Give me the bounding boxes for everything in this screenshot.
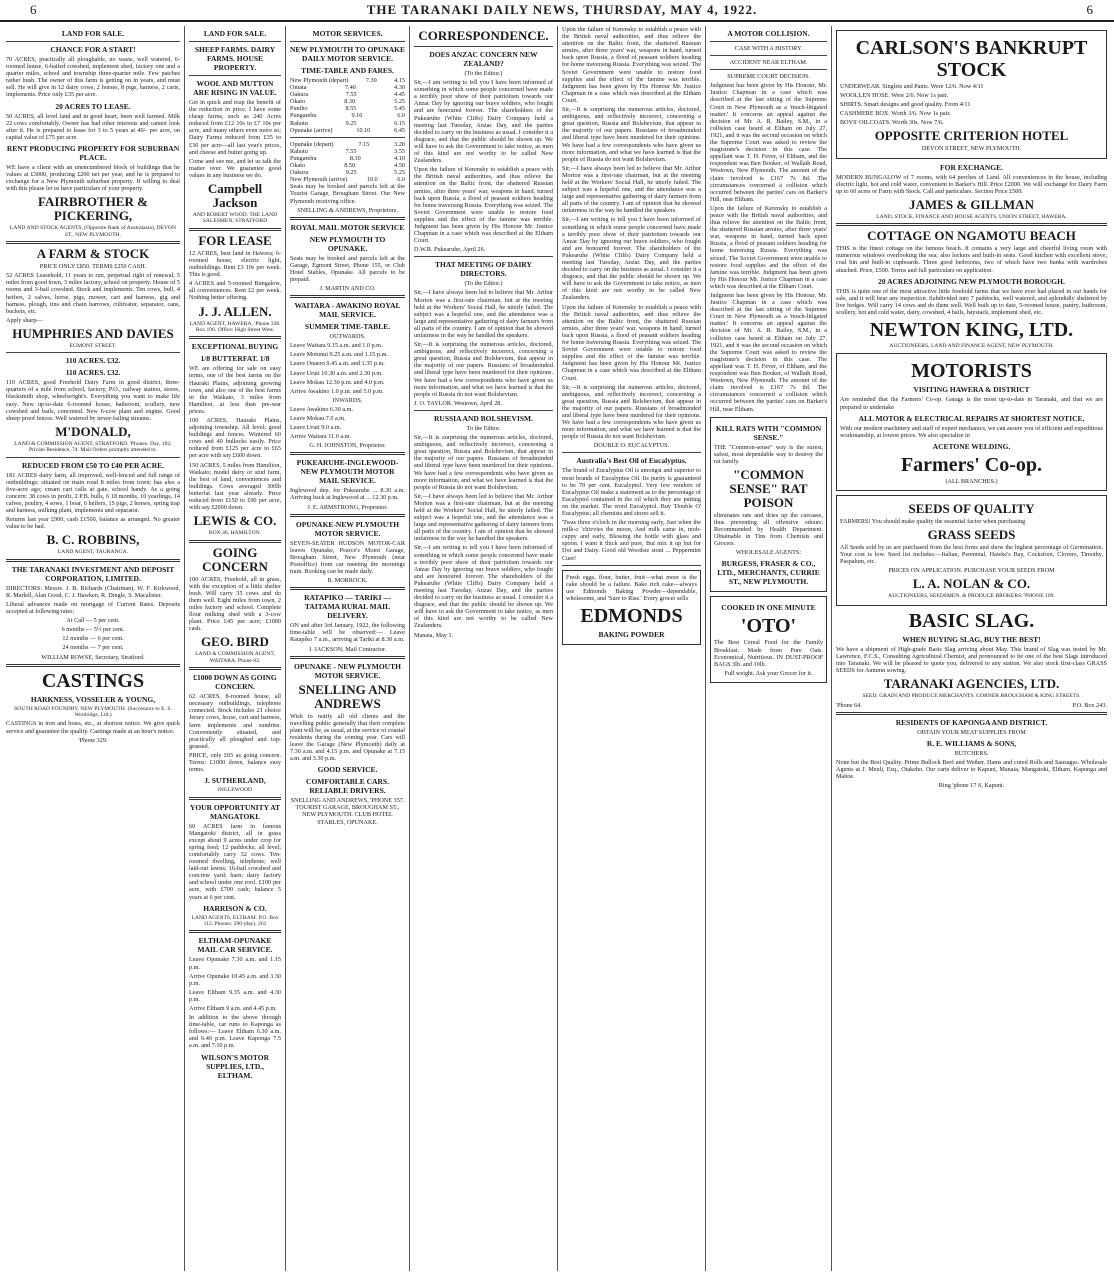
column-correspondence-cont (557, 26, 705, 1271)
timetable-time: 10.0 (366, 176, 378, 184)
article-title: Australia's Best Oil of Eucalyptus. (576, 456, 687, 466)
service-note: ON and after 3rd January, 1922, the following time-table will be observed:— Leave Ratapiko 7 a.m., arriving at Tariki at 8.30 a.m. (290, 622, 405, 644)
ad-title: FOR EXCHANGE. (940, 162, 1003, 172)
ad-body: THIS is quite one of the most attractive little freehold farms that we have ever had placed in our hands for sale, and it will bear any inspection. Subdivided into 7 paddocks, well watered, and splendidly sheltered by live hedges. Will carry 14 cows and do them well. Well built up to date, 5-roomed house, pantry, bathroom, scullery, hot and cold water, dairy, cowshed, 4 bails, haystack, implement shed, etc. (836, 287, 1107, 316)
ad-footer: WILSON'S MOTOR SUPPLIES, LTD., ELTHAM. (200, 1052, 269, 1080)
timetable-row (290, 91, 405, 98)
ad-subtitle: VISITING HAWERA & DISTRICT (913, 385, 1030, 395)
ad-firm: JAMES & GILLMAN (909, 196, 1034, 212)
timetable-time: 6.45 (394, 126, 405, 134)
timetable-time: 5.25 (394, 98, 405, 106)
ad-agents: WHOLESALE AGENTS: (735, 549, 802, 557)
letter-title: DOES ANZAC CONCERN NEW ZEALAND? (429, 50, 538, 68)
service-subtitle: SUMMER TIME-TABLE. (304, 322, 391, 332)
timetable-row: Leave Opunake 7.30 a.m. and 1.15 p.m. (189, 956, 281, 971)
ad-title: RENT PRODUCING PROPERTY FOR SUBURBAN PLACE. (6, 143, 180, 162)
service-note: Seats may be booked and parcels left at the Tourist Garage, Brougham Street. Our New Plymouth receiving office. (290, 183, 405, 205)
agent-address: EGMONT STREET. (69, 342, 117, 349)
timetable-time: 4.45 (394, 91, 405, 99)
ad-body: Fresh eggs, flour, butter, fruit—what more is the cake should be a failure. Bake rich cake—always use Edmonds Baking Powder—dependable, wholesome, and 'Sure to Rise.' Every grocer sells (566, 573, 697, 602)
timetable-time: 8.30 (344, 98, 356, 106)
ad-title: ELTHAM-OPUNAKE MAIL CAR SERVICE. (197, 936, 273, 955)
article-body: Sir,—It is surprising the numerous articles, doctored, ambiguous, and reflectively incorrect, concerning a great question, Russia and Bolshevism, that appear in the majority of our papers. Russians of broadminded and liberal type have been murdered for their opinions. We have had a few correspondents who have given us more information, and what we have learned is that the people of Russia do not want Bolshevism. (562, 383, 701, 441)
masthead-title: THE TARANAKI DAILY NEWS, THURSDAY, MAY 4, 1922. (366, 2, 758, 17)
timetable-time: 6.0 (397, 176, 405, 184)
column-header: LAND FOR SALE. (61, 29, 125, 38)
ad-box: P.O. Box 243. (1072, 701, 1107, 709)
ad-body: 110 ACRES, good Freehold Dairy Farm in good district, three-quarters of a mile from school, factory, P.O., railway station, stores, blacksmith shop, wheelwright's. Everything you want to make life easy. New up-to-date 6-roomed house, bathroom, scullery, new cowshed and bails, concreted. New 6-cow plant and engine. Good sheep proof fences. Well watered by never-failing streams. (6, 379, 180, 422)
article-body: Sir,—I am writing to tell you I have been informed of something in which some people concerned have made a terribly poor show of their patriotism towards our Anzac Day by ignoring our brave soldiers, who fought and are honoured forever. The shareholders of the Pukearuhe (White Cliffs) Dairy Company held a meeting last Tuesday, Anzac Day, and the parties decided to carry on the business as usual. I consider it a disgrace, and that the public should be shown up. We will have to ask the Government to take notice, as men of this kind are not worthy to be called New Zealanders. (562, 216, 701, 302)
letter-title: THAT MEETING OF DAIRY DIRECTORS. (435, 260, 532, 279)
ad-prices: PRICES ON APPLICATION. PURCHASE YOUR SEEDS FROM (888, 567, 1055, 575)
ad-subtitle: WHEN BUYING SLAG, BUY THE BEST! (902, 634, 1041, 644)
ad-branches: (ALL BRANCHES.) (945, 477, 998, 485)
timetable-time: 9.25 (345, 119, 357, 127)
ad-body: Liberal advances made on mortgage of Current Rates. Deposits accepted at following rates: (6, 601, 180, 616)
agent-address: LAND AGENT, TAURANGA. (57, 549, 129, 556)
ad-price: PRICE, only £65 as going concern. Terms: £1000 down, balance easy terms. (189, 751, 281, 774)
article-body: The brand of Eucalyptus Oil is amongst and superior to most brands of Eucalyptus Oil. Its purity is guaranteed to be 70 per cent. Eucalyptol. Very few vendors of Eucalyptus Oil make a statement as to the percentage of Eucalyptol contained in the oil which they are putting on the market. The word Eucalyptol. Buy 'Double O' Eucalyptus; all chemists and stores sell it. (562, 467, 701, 517)
column-display-ads (831, 26, 1111, 1271)
timetable-time: 7.55 (345, 147, 357, 155)
letter-sign: Manaia, May 1. (414, 631, 454, 639)
ad-firm: Farmers' Co-op. (900, 453, 1043, 476)
ad-body: 12 ACRES, best land in Hawera; 6-roomed house, electric light, outbuildings. Rent £3 10s per week. This is good. (189, 249, 281, 279)
letter-to: To the Editor. (466, 424, 501, 432)
kill-rats-ad (710, 417, 827, 593)
column-motor-services (285, 26, 409, 1271)
timetable-time: 8.50 (344, 162, 356, 170)
column-header: MOTOR SERVICES. (312, 29, 383, 38)
timetable-row (290, 105, 405, 112)
ad-address: LAND, STOCK, FINANCE AND HOUSE AGENTS, UNION STREET, HAWERA. (876, 213, 1067, 220)
rate-line: 24 months — 7 per cent. (62, 644, 124, 652)
service-title: OPUNAKE-NEW PLYMOUTH MOTOR SERVICE. (295, 519, 400, 538)
ad-body: 150 ACRES, 5 miles from Hamilton, Waikato; model dairy or stud farm, the best of land, conveniences and buildings. Cows averaged 300lb butterfat last year already. Price reduced from £150 to £90 per acre, with say £2000 down. (189, 461, 281, 512)
rate-line: 6 months — 5½ per cent. (61, 626, 125, 634)
rate-line: 12 months — 6 per cent. (62, 635, 124, 643)
timetable-row: Leave Onaero 9.45 a.m. and 1.35 p.m. (290, 360, 385, 368)
seeds-ad (836, 495, 1107, 606)
ad-body: We have a shipment of High-grade Basic Slag arriving about May. This brand of Slag was tested by Mr. Lawrence, F.C.S., Consulting Agricultural Chemist, and pronounced to be one of the best Slags introduced into Taranaki. We will be pleased to quote you, delivered to any station. We also stock first-class GRASS SEEDS for Autumn sowing. (836, 645, 1107, 675)
timetable-stop: Rahotu (290, 119, 308, 127)
article-body: Sir,—I have always been led to believe that Mr. Arthur Morton was a first-rate chairman, but at the meeting held at the Workers' Social Hall, he utterly failed. The subject was a hopeful one, and the attendance was a large and representative gathering of dairy farmers from all parts of the country. I am of opinion that he showed unfairness in the way he handled the speakers. (562, 164, 701, 215)
ad-title: COTTAGE ON NGAMOTU BEACH (867, 228, 1076, 244)
timetable-stop: New Plymouth (depart) (290, 77, 349, 84)
timetable-time: 8.55 (345, 105, 357, 113)
ad-body: DIRECTORS: Messrs. J. B. Richards (Chairman), W. F. Kirkwood, R. Marlell, Alan Good, C. J. Hawken, R. Dingle, S. Macalister. (6, 584, 180, 599)
timetable-row: Arrive Awakino 1.0 p.m. and 5.0 p.m. (290, 387, 384, 395)
timetable-time: 4.15 (394, 77, 405, 84)
timetable-time: 9.10 (351, 112, 363, 120)
ad-title: KILL RATS WITH "COMMON SENSE." (715, 423, 822, 442)
timetable-row (290, 112, 405, 119)
edmonds-logo: EDMONDS (580, 605, 683, 628)
agent-name: J. J. ALLEN. (198, 303, 272, 319)
timetable-row (290, 84, 405, 91)
page-number: 6 (30, 2, 38, 17)
ad-terms: Returns last year £900, cash £1500, balance as arranged. No greater value to be had. (6, 516, 180, 531)
ad-body: 4 ACRES and 5-roomed Bungalow, all conveniences. Rent £2 per week. Nothing better offering. (189, 280, 281, 302)
agent-address: LAND AGENTS, ELTHAM. P.O. Box 112. Phones: 290 (day), 261 (191, 914, 279, 928)
agent-name: Campbell Jackson (207, 181, 263, 211)
ad-address: AUCTIONEERS, LAND AND FINANCE AGENT, NEW PLYMOUTH. (889, 343, 1054, 349)
poem: 'Twas three o'clock in the morning early, Just when the milk-o 'chivvies the moon, And milk came in, mob-cappy and early, Blessing the bottle with glass and spoon. I want it thick and pure, But mix it up but for Dot and Dairy. Good old Woodsie stout ... Peppermint Cure! (562, 519, 701, 562)
ad-title: FOR LEASE (198, 232, 272, 248)
timetable-row: Leave Waitara 9.15 a.m. and 1.0 p.m. (290, 342, 383, 350)
agent-address: LAND AND STOCK AGENTS, (Opposite Bank of Australasia), DEVON ST., NEW PLYMOUTH. (9, 225, 177, 238)
column-header: LAND FOR SALE. (203, 29, 267, 38)
ad-trade: BUTCHERS. (954, 749, 989, 757)
ad-address: SEED, GRAIN AND PRODUCE MERCHANTS. CORNER BROUGHAM & KING STREETS. (862, 693, 1081, 700)
timetable-time: 6.0 (397, 112, 405, 120)
masthead (0, 0, 1114, 22)
ad-line: 110 ACRES. £32. (65, 368, 121, 378)
agent-address: BOX 46, HAMILTON. (208, 530, 262, 537)
timetable-row: Leave Uruti 9.0 a.m. (290, 424, 342, 432)
timetable-row (290, 148, 405, 155)
service-footer: SNELLING AND ANDREWS, 'PHONE 357. TOURIST GARAGE, BROUGHAM ST., NEW PLYMOUTH. CLUB HOTEL STABLES, OPUNAKE. (290, 797, 405, 826)
article-title: A MOTOR COLLISION. (727, 29, 810, 38)
ad-title: THE TARANAKI INVESTMENT AND DEPOSIT CORPORATION, LIMITED. (11, 564, 175, 583)
ad-sign: WILLIAM ROWSE, Secretary, Stratford. (41, 653, 145, 661)
ad-item: WOOLLEN HOSE. Were 2/6. Now 1s pair. (840, 92, 949, 100)
timetable-row (290, 162, 405, 169)
ad-firm: BURGESS, FRASER & CO., LTD., MERCHANTS, CURRIE ST., NEW PLYMOUTH. (717, 559, 820, 587)
carlson-ad (836, 30, 1107, 159)
service-note: SEVEN-SEATER HUDSON MOTOR-CAR leaves Opunake, Pearce's Motor Garage, Brougham Street, New Plymouth (near Postoffice) from car meeting the mornings train. Booking can be made daily. (290, 539, 405, 576)
service-title: OPUNAKE - NEW PLYMOUTH MOTOR SERVICE. (294, 661, 401, 680)
article-body: Upon the failure of Kerensky to establish a peace with the British naval authorities, and thus relieve the attention on the Baltic front, the shattered Russian armies, after three years' war, weapons in hand, turned back upon Russia, a flood of peasant soldiers heading for home traversing Russia. Everything was seized. The Soviet Government were unable to restore food supplies and the effect of the famine was terrible. Judgment has been given by His Honour Mr. Justice Chapman in a case which was described at the Eltham Court. (562, 303, 701, 382)
timetable-row: Leave Uruti 10.30 a.m. and 2.30 p.m. (290, 369, 383, 377)
timetable-time: 6.15 (394, 119, 405, 127)
timetable-row: Arrive Opunake 10.45 a.m. and 3.30 p.m. (189, 972, 281, 987)
ad-body: 100 ACRES, Freehold, all in grass, with the exception of a little shelter bush. Will carry 35 cows and do them well. Eight miles from town, 2 miles factory and school. Complete flour milking shed with a 3-cow plant. Price £45 per acre; £1000 cash. (189, 575, 281, 633)
ad-title: EXCEPTIONAL BUYING (191, 342, 279, 352)
service-direction: INWARDS. (332, 396, 363, 404)
ad-body: In addition to the above through time-table, car runs to Kaponga as follows:— Leave Eltham 6.30 a.m. and 6.40 p.m. Leave Kaponga 7.5 a.m. and 7.10 p.m. (189, 1014, 281, 1050)
column-land-for-sale-2 (184, 26, 285, 1271)
ad-body: 62 ACRES, 8-roomed house, all necessary outbuildings, telephone connected. Stock includes 21 choice Jersey cows, horse, cart and harness, farm implements and sundries. Conveniently situated, and practically all ploughed and top-grassed. (189, 693, 281, 750)
ad-highlight: ALL MOTOR & ELECTRICAL REPAIRS AT SHORTEST NOTICE. (858, 413, 1085, 423)
article-subhead: CASE WITH A HISTORY. (734, 45, 803, 52)
article-body: Upon the failure of Kerensky to establish a peace with the British naval authorities, and thus relieve the attention on the Baltic front, the shattered Russian armies, after three years' war, weapons in hand, turned back upon Russia, a flood of peasant soldiers heading for home traversing Russia. Everything was seized. The Soviet Government were unable to restore food supplies and the effect of the famine was terrible. Judgment has been given by His Honour Mr. Justice Chapman in a case which was described at the Eltham Court. (562, 26, 701, 104)
agent-name: B. C. ROBBINS, (46, 532, 140, 548)
ad-line: 110 ACRES. £32. (65, 356, 121, 366)
ad-address: SOUTH ROAD FOUNDRY, NEW PLYMOUTH. (Successors to E. S. Woolridge, Ltd.) (14, 705, 172, 719)
ad-firm: R. E. WILLIAMS & SONS, (926, 738, 1017, 748)
timetable-row: Leave Awakino 6.30 a.m. (290, 405, 354, 413)
ad-logo: "COMMON SENSE" RAT POISON (729, 466, 808, 510)
timetable-time: 4.30 (394, 84, 405, 92)
timetable-time: 10.10 (356, 126, 371, 134)
column-motor-collision (705, 26, 831, 1271)
timetable-time: 3.55 (394, 147, 405, 155)
letter-sign: D.W.R. Pukearuhe, April 26. (414, 246, 486, 254)
ad-title: WOOL AND MUTTON ARE RISING IN VALUE. (193, 79, 277, 97)
service-note: Inglewood dep. for Pukearuhe ... 8.30 a.m. Arriving back at Inglewood at ... 12.30 p.m. (290, 487, 405, 502)
timetable-time: 4.10 (394, 154, 405, 162)
service-title: NEW PLYMOUTH TO OPUNAKE DAILY MOTOR SERVICE. (290, 45, 405, 63)
ad-phone: Ring 'phone 17 S, Kapuni. (938, 782, 1005, 790)
agent-name: M'DONALD, (55, 423, 131, 439)
article-body: Judgment has been given by His Honour, Mr. Justice Chapman in a case which was described at the last sitting of the Supreme Court in New Plymouth as a 'much-litigated matter.' It concerns an appeal against the decision of Mr. A. R. Bailey, S.M., in a collision case heard at Eltham on July 27, 1921, and it was the second occasion on which the Supreme Court was asked to review the magistrate's decision in this case. The appellant was T. H. Fever, of Eltham, and the respondent was Ben Booker, of Wallath Road, Westown, New Plymouth. The amount of the claim involved is £167 7s 8d. The circumstances concerned a collision which occurred between the parties' cars on Barker's Hill, near Eltham. (710, 292, 827, 413)
ad-title: MOTORISTS (911, 360, 1032, 383)
ad-location: OPPOSITE CRITERION HOTEL (874, 128, 1069, 144)
ad-title: 20 ACRES TO LEASE. (55, 101, 131, 111)
timetable-stop: Okato (290, 162, 306, 170)
ad-title: REDUCED FROM £50 TO £40 PER ACRE. (21, 460, 165, 470)
ad-body: 181 ACRES dairy farm, all improved, well-fenced and full range of outbuildings; situated on main road 8 miles from town; has also a five-acre ago; cream cart calls at gate, school handy. As a going concern: 38 cows in profit, 2 P.B. bulls, 6 18 months, 10 yearlings, 14 calves, poultry, 4 sows, 1 boar, 6 heifers, 15 pigs, 2 horses, spring trap and harness, milking plant, implements and separator. (6, 471, 180, 515)
ad-body: 60 ACRES farm in famous Mangatoki district, all in grass except about 9 acres under crop for spring feed; 12 paddocks; all level; comfortably carry 32 cows. Ten-roomed dwelling, telephone; well laid-out lawns; 16-bail cowshed and concrete yard; barn; dairy factory and school under one roof. £100 per acre, with £700 cash; balance 5 years at 6 per cent. (189, 822, 281, 901)
article-sign: DOUBLE O. EUCALYPTUS. (593, 442, 670, 450)
timetable-stop: Oakura (290, 169, 309, 177)
agent-name: HARRISON & CO. (203, 903, 267, 913)
ad-title: A FARM & STOCK (36, 246, 150, 262)
agent-name: GEO. BIRD (201, 634, 269, 650)
timetable-stop: Pungarehu (290, 154, 317, 162)
service-title: RATAPIKO — TARIKI — TAITAMA RURAL MAIL DELIVERY. (304, 593, 391, 621)
ad-body: WE are offering for sale on easy terms, one of the best farms on the Hauraki Plains, adjoining growing town, and also one of the best farms in the Waikato, 3 miles from Hamilton, at less than pre-war prices. (189, 365, 281, 415)
ad-item: CASHMERE BOX. Worth 3/6. Now 1s pair. (840, 110, 951, 118)
letter-body: Sir,—I have always been led to believe that Mr. Arthur Morton was a first-rate chairman, but at the meeting held at the Workers' Social Hall, he utterly failed. The subject was a hopeful one, and the attendance was a large and representative gathering of dairy farmers from all parts of the country. I am of opinion that he showed unfairness in the way he handled the speakers. (414, 289, 553, 339)
ad-address: AUCTIONEERS, SEEDSMEN, & PRODUCE BROKERS. 'PHONE 109. (888, 593, 1055, 600)
service-tag: COMFORTABLE CARS. RELIABLE DRIVERS. (306, 777, 389, 796)
service-subtitle: NEW PLYMOUTH TO OPUNAKE. (309, 234, 386, 253)
ad-firm: TARANAKI AGENCIES, LTD. (883, 676, 1060, 692)
ad-title: CHANCE FOR A START! (50, 45, 136, 54)
ad-address: DEVON STREET, NEW PLYMOUTH. (921, 145, 1022, 153)
timetable-time: 4.50 (394, 162, 405, 170)
timetable-time: 8.10 (349, 154, 361, 162)
service-title: PUKEARUHE-INGLEWOOD-NEW PLYMOUTH MOTOR MAIL SERVICE. (296, 458, 399, 486)
article-body: Sir,—It is surprising the numerous articles, doctored, ambiguous, and reflectively incorrect, concerning a great question, Russia and Bolshevism, that appear in the majority of our papers. Russians of broadminded and liberal type have been murdered for their opinions. We have had a few correspondents who have given us more information, and what we have learned is that the people of Russia do not want Bolshevism. (562, 106, 701, 163)
service-title: ROYAL MAIL MOTOR SERVICE (290, 222, 405, 232)
ad-title: £1000 DOWN AS GOING CONCERN. (193, 673, 277, 692)
oto-logo: 'OTO' (740, 615, 797, 638)
ad-subtitle: OBTAIN YOUR MEAT SUPPLIES FROM (917, 728, 1026, 736)
ad-footer: Full weight. Ask your Grocer for it. (724, 669, 813, 677)
service-note: Seats may be booked and parcels left at the Garage, Egmont Street, Phone 155, or Club Hotel Stables, Opunake. All parcels to be prepaid. (290, 254, 405, 283)
letter-body: Sir,—I am writing to tell you I have been informed of something in which some people concerned have made a terribly poor show of their patriotism towards our Anzac Day by ignoring our brave soldiers, who fought and are honoured forever. The shareholders of the Pukearuhe (White Cliffs) Dairy Company held a meeting last Tuesday, Anzac Day, and the parties decided to carry on the business as usual. I consider it a disgrace, and that the public should be shown up. We will have to ask the Government to take notice, as men of this kind are not worthy to be called New Zealanders. (414, 79, 553, 165)
letter-body: Sir,—It is surprising the numerous articles, doctored, ambiguous, and reflectively incorrect, concerning a great question, Russia and Bolshevism, that appear in the majority of our papers. Russians of broadminded and liberal type have been murdered for their opinions. We have had a few correspondents who have given us more information, and what we have learned is that the people of Russia do not want Bolshevism. (414, 341, 553, 398)
timetable-stop: Okato (290, 98, 306, 106)
ad-body: FARMERS! You should make quality the essential factor when purchasing (840, 517, 1026, 525)
letter-sign: J. O. TAYLOR. Westown, April 28. (414, 399, 502, 407)
timetable-row (290, 141, 405, 148)
ad-title: GOING CONCERN (202, 544, 268, 574)
ad-body: 70 ACRES, practically all ploughable, no waste, well watered, 6-roomed house, 6-bailed cowshed, implement shed, factory one and a quarter miles, school and township three-quarter mile. Few patches rather bush. The owner of this farm is getting on in years, and must sell. He will give in 12 dairy cows, 2 horses, 8 pigs, harness, 2 carts, implements. Price only £35 per acre. (6, 56, 180, 99)
service-firm: SNELLING AND ANDREWS (298, 681, 397, 711)
timetable-time: 7.15 (358, 140, 370, 148)
ad-subtitle: 1/8 BUTTERFAT. 1/8 (200, 354, 270, 364)
ad-subtitle: GRASS SEEDS (927, 526, 1016, 542)
article-body: Judgment has been given by His Honour, Mr. Justice Chapman in a case which was described at the last sitting of the Supreme Court in New Plymouth as a 'much-litigated matter.' It concerns an appeal against the decision of Mr. A. R. Bailey, S.M., in a collision case heard at Eltham on July 27, 1921, and it was the second occasion on which the Supreme Court was asked to review the magistrate's decision in this case. The appellant was T. H. Fever, of Eltham, and the respondent was Ben Booker, of Wallath Road, Westown, New Plymouth. The amount of the claim involved is £167 7s 8d. The circumstances concerned a collision which occurred between the parties' cars on Barker's Hill, near Eltham. (710, 82, 827, 203)
ad-body: None but the Best Quality. Prime Bullock Beef and Wether. Hams and cured Rolls and Sausages. Wholesale Agents at J. Meuli, Esq., Otakeho. Our carts deliver to Kapuni, Manaia, Mangatoki, Eltham, Kaponga and Mahoe. (836, 758, 1107, 780)
ad-body: 52 ACRES Leasehold, 11 years to run, perpetual right of renewal, 5 miles from good town, 3 miles factory, school on property. House of 5 rooms and 3-bail cowshed. Stock and implements. Ten cows, bull, 4 heifers, 2 calves, horse, pigs, mower, cart and harness, gig and harness, plough, tins and chain harrows, cultivator, separator, cans, buckets, etc. (6, 272, 180, 315)
ad-title: SEEDS OF QUALITY (908, 500, 1035, 516)
timetable (290, 77, 405, 134)
ad-item: BOYS' OILCOATS. Worth 30s. Now 7/6. (840, 119, 944, 127)
ad-item: SHIRTS. Smart designs and good quality. From 4/11 (840, 101, 971, 109)
ad-body: THIS is the finest cottage on the famous beach. It contains a very large and cheerful living room with numerous windows overlooking the sea; also lockers and built-in seats. Good kitchen with excellent stove, coal bin and built-in cupboards. Three good bedrooms, two of which have two bunks with wardrobes attached. Price, £500. Terms and full particulars on application. (836, 245, 1107, 274)
agent-address: AND ROBERT WOOD. THE LAND SALESMEN, STRATFORD (192, 212, 278, 225)
timetable-stop: Puniho (290, 105, 308, 113)
page-number-right: 6 (1086, 2, 1094, 17)
service-proprietor: SNELLING & ANDREWS, Proprietors. (297, 206, 398, 214)
agent-name: FAIRBROTHER & PICKERING, (38, 194, 148, 224)
agent-name: LEWIS & CO. (193, 513, 277, 529)
ad-firm: HARKNESS, VOSSELER & YOUNG, (30, 694, 156, 704)
ad-firm: NEWTON KING, LTD. (869, 319, 1074, 341)
timetable-return (290, 141, 405, 184)
service-subtitle: TIME-TABLE AND FARES. (301, 66, 394, 75)
timetable-row (290, 98, 405, 105)
timetable-stop: Opunake (depart) (290, 140, 334, 148)
timetable-row (290, 176, 405, 183)
ad-body: MODERN BUNGALOW of 7 rooms, with 64 perches of Land. All conveniences in the house, including electric light, hot and cold water, convenient to Barker's Hill. Price £2000. We will exchange for Dairy Farm up to 60 acres or Farm with Stock. Call and particulars. Section Price £500. (836, 173, 1107, 195)
ad-body: With our modern machinery and staff of expert mechanics, we can assure you of efficient and expeditious workmanship, at lowest prices. We also specialise in (840, 424, 1103, 439)
ad-body: All Seeds sold by us are purchased from the best firms and show the highest percentage of Germination. Your cost is low. Seed list includes:—Italian, Perennial, Hawke's Bay, Cocksfoot, Clovers, Timothy, Paspalum, etc. (840, 543, 1103, 566)
service-proprietor: J. JACKSON, Mail Contractor. (308, 645, 387, 653)
timetable-row: Leave Mokau 7.0 a.m. (290, 415, 346, 422)
service-proprietor: B. MORROCK. (327, 577, 368, 585)
timetable-stop: New Plymouth (arrive) (290, 176, 348, 184)
timetable-row (290, 127, 405, 134)
ad-body: The Best Cereal Food for the Family Breakfast. Made from Pure Oats. Economical, Nutritious. IN DUST-PROOF BAGS 3lb. and 10lb. (714, 639, 823, 668)
timetable-row: Leave Mokau 12.30 p.m. and 4.0 p.m. (290, 378, 385, 386)
agent-address: INGLEWOOD (217, 787, 253, 794)
timetable-time: 3.20 (394, 140, 405, 148)
ad-price: PRICE ONLY £850. TERMS £250 CASH. (39, 263, 147, 271)
ad-firm: L. A. NOLAN & CO. (912, 576, 1031, 592)
service-proprietor: J. MARTIN AND CO. (319, 285, 376, 293)
ad-title: 20 ACRES ADJOINING NEW PLYMOUTH BOROUGH. (878, 276, 1065, 286)
timetable-row (290, 155, 405, 162)
ad-body: 50 ACRES, all level land and in good heart, been well farmed. Milk 22 cows comfortably. Owner has had other interests and cannot look after it. He is prepared to lease for 3 to 5 years at 40/- per acre, on capital value of £75 per acre. (6, 112, 180, 141)
agent-address: LAND AGENT, HAWERA. 'Phone 338. Box 196. Office: High Street West. (189, 320, 281, 333)
ad-body: WE have a client with an unencumbered block of buildings that he values at £3000, producing £200 net per year, and he is prepared to exchange for a New Plymouth suburban property. If willing to deal with this please let us have particulars of your property. (6, 163, 180, 193)
edmonds-tagline: BAKING POWDER (598, 630, 665, 640)
ad-cooked: COOKED IN ONE MINUTE (721, 603, 816, 613)
letter-body: Sir,—I have always been led to believe that Mr. Arthur Morton was a first-rate chairman, but at the meeting held at the Workers' Social Hall, he utterly failed. The subject was a hopeful one, and the attendance was a large and representative gathering of dairy farmers from all parts of the country. I am of opinion that he showed unfairness in the way he handled the speakers. (414, 492, 553, 543)
letter-body: Sir,—I am writing to tell you I have been informed of something in which some people concerned have made a terribly poor show of their patriotism towards our Anzac Day by ignoring our brave soldiers, who fought and are honoured forever. The shareholders of the Pukearuhe (White Cliffs) Dairy Company held a meeting last Tuesday, Anzac Day, and the parties decided to carry on the business as usual. I consider it a disgrace, and that the public should be shown up. We will have to ask the Government to take notice, as men of this kind are not worthy to be called New Zealanders. (414, 544, 553, 630)
timetable-time: 7.30 (365, 77, 377, 84)
ad-body: Come and see me, and let us talk the matter over. We guarantee good values in any business we do. (189, 157, 281, 179)
ad-body: CASTINGS in iron and brass, etc., at shortest notice. We give quick service and guarantee the quality. Castings made at an hour's notice. (6, 720, 180, 735)
ad-item: UNDERWEAR. Singlets and Pants. Were 12/6. Now 4/11 (840, 83, 984, 90)
ad-body: Get in quick and reap the benefit of the reduction in price. I have some cheap farms, such as 240 Acres reduced from £12 10s to £7 10s per acre, and many others even more so; Dairy Farms reduced from £35 to £30 per acre—all last year's prices, and cheese and butter going up. (189, 99, 281, 156)
letter-to: (To the Editor.) (464, 280, 503, 288)
timetable-time: 7.40 (344, 84, 356, 92)
ad-body: 100 ACRES, Hauraki Plains, adjoining township. All level; good buildings and fences. Wintered 60 cows and 40 bullocks easily. Price reduced from £125 per acre to £65 per acre with say £600 down. (189, 416, 281, 460)
timetable-row (290, 120, 405, 127)
service-proprietor: J. E. ARMSTRONG, Proprietor. (307, 503, 388, 511)
timetable-row: Arrive Eltham 9 a.m. and 4.45 p.m. (189, 1005, 277, 1012)
ad-title: YOUR OPPORTUNITY AT MANGATOKI. (189, 802, 281, 821)
edmonds-ad (562, 570, 701, 645)
letter-to: (To the Editor.) (464, 70, 503, 77)
agent-name: HUMPHRIES AND DAVIES (12, 325, 174, 341)
article-subhead: SUPREME COURT DECISION. (727, 73, 810, 81)
column-land-for-sale-1 (2, 26, 184, 1271)
timetable-time: 5.25 (394, 169, 405, 177)
ad-body: eliminates rats and dries up the carcases, thus preventing all offensive odours. Recommended by Health Department. Obtainable in Tins from Chemists and Grocers. (714, 511, 823, 548)
ad-phone: 'Phone 329. (78, 736, 108, 744)
column-header: CORRESPONDENCE. (418, 28, 549, 43)
letter-body: Sir,—It is surprising the numerous articles, doctored, ambiguous, and reflectively incorrect, concerning a great question, Russia and Bolshevism, that appear in the majority of our papers. Russians of broadminded and liberal type have been murdered for their opinions. We have had a few correspondents who have given us more information, and what we have learned is that the people of Russia do not want Bolshevism. (414, 434, 553, 491)
article-body: Upon the failure of Kerensky to establish a peace with the British naval authorities, and thus relieve the attention on the Baltic front, the shattered Russian armies, after three years' war, weapons in hand, turned back upon Russia, a flood of peasant soldiers heading for home traversing Russia. Everything was seized. The Soviet Government were unable to restore food supplies and the effect of the famine was terrible. Judgment has been given by His Honour Mr. Justice Chapman in a case which was described at the Eltham Court. (710, 204, 827, 290)
ad-highlight: ACETONE WELDING. (932, 441, 1011, 451)
service-direction: OUTWARDS. (329, 333, 366, 341)
ad-phone: 'Phone 64. (836, 701, 862, 709)
ad-title: SHEEP FARMS. DAIRY FARMS. HOUSE PROPERTY. (194, 45, 276, 72)
ad-contacts (836, 702, 1107, 709)
timetable-stop: Oakura (290, 91, 309, 99)
timetable-row: Arrive Waitara 11.0 a.m. (290, 433, 352, 441)
ad-body: Are reminded that the Farmers' Co-op. Garage is the most up-to-date in Taranaki, and that we are prepared to undertake (840, 396, 1103, 411)
ad-apply: Apply sharp— (6, 316, 43, 324)
column-correspondence (409, 26, 557, 1271)
motorists-ad (836, 353, 1107, 490)
oto-ad (710, 596, 827, 682)
service-proprietor: G. H. JOHNSTON, Proprietor. (309, 442, 386, 450)
service-note: Wish to notify all old clients and the travelling public generally that their complete plant will be, as usual, at the service of coastal residents during the coming year. Cars will leave the Garage (New Plymouth) daily at 7.30 a.m. and 4.15 p.m. and Opunake at 7.15 a.m. and 3.30 p.m. (290, 712, 405, 763)
timetable-time: 5.45 (394, 105, 405, 113)
ad-title: RESIDENTS OF KAPONGA AND DISTRICT. (895, 717, 1048, 727)
letter-body-cont: Upon the failure of Kerensky to establish a peace with the British naval authorities, and thus relieve the attention on the Baltic front, the shattered Russian armies, after three years' war, weapons in hand, turned back upon Russia, a flood of peasant soldiers heading for home traversing Russia. Everything was seized. The Soviet Government were unable to restore food supplies and the effect of the famine was terrible. Judgment has been given by His Honour Mr. Justice Chapman in a case which was described at the Eltham Court. (414, 166, 553, 245)
timetable-stop: Pungarehu (290, 112, 317, 120)
agent-address: LAND & COMMISSION AGENT, STRATFORD. 'Phones: Day, 182; Private Residence, 74. Mail Orders promptly attended to. (14, 440, 172, 454)
ad-title: BASIC SLAG. (908, 609, 1035, 632)
article-subhead: ACCIDENT NEAR ELTHAM. (729, 59, 808, 67)
timetable-stop: Opunake (arrive) (290, 126, 333, 134)
timetable-row (290, 169, 405, 176)
timetable-time: 9.25 (345, 169, 357, 177)
agent-address: LAND & COMMISSION AGENT, WAITARA. Phone 83. (195, 651, 275, 664)
timetable-row (290, 77, 405, 84)
service-title: WAITARA - AWAKINO ROYAL MAIL SERVICE. (294, 301, 401, 320)
ad-body: THE "Common-sense" way is the surest, safest, most dependable way to destroy the rat family. (714, 443, 823, 465)
timetable-time: 7.55 (345, 91, 357, 99)
ad-title: CASTINGS (41, 669, 145, 692)
agent-name: J. SUTHERLAND, (204, 776, 266, 786)
letter-title: RUSSIA AND BOLSHEVISM. (434, 413, 533, 423)
service-tag: GOOD SERVICE. (317, 765, 378, 775)
ad-title: CARLSON'S BANKRUPT STOCK (855, 37, 1088, 81)
timetable-stop: Rahotu (290, 147, 308, 155)
rate-line: At Call — 5 per cent. (66, 617, 120, 625)
timetable-row: Leave Eltham 9.35 a.m. and 4.30 p.m. (189, 988, 281, 1003)
timetable-row: Leave Motunui 9.25 a.m. and 1.15 p.m. (290, 351, 388, 359)
timetable-stop: Omata (290, 84, 307, 92)
